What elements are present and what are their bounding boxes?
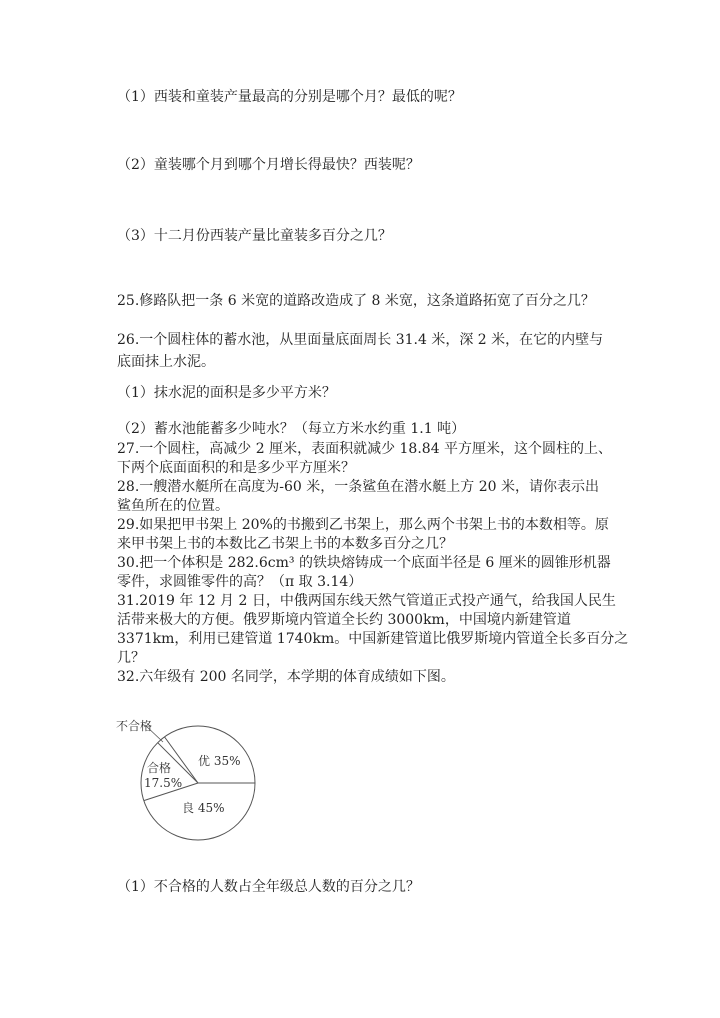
question-text: 31.2019 年 12 月 2 日，中俄两国东线天然气管道正式投产通气，给我国人民生 [117,593,616,609]
question-text: （2）蓄水池能蓄多少吨水？（每立方米水约重 1.1 吨） [117,421,466,437]
question-text: （3）十二月份西装产量比童装多百分之几？ [117,228,392,244]
question-text: 几？ [117,650,145,666]
label-you: 优 35% [198,754,241,768]
question-text: 30.把一个体积是 282.6cm³ 的铁块熔铸成一个底面半径是 6 厘米的圆锥形机器 [117,555,611,571]
question-text: （1）不合格的人数占全年级总人数的百分之几？ [117,879,420,895]
question-text: 28.一艘潜水艇所在高度为-60 米，一条鲨鱼在潜水艇上方 20 米，请你表示出 [117,479,599,495]
question-text: 鲨鱼所在的位置。 [117,498,229,514]
question-text: （2）童装哪个月到哪个月增长得最快？西装呢？ [117,157,420,173]
label-hege-pct: 17.5% [144,776,183,790]
question-text: 下两个底面面积的和是多少平方厘米？ [117,460,355,476]
question-text: 活带来极大的方便。俄罗斯境内管道全长约 3000km，中国境内新建管道 [117,612,571,628]
question-text: （1）抹水泥的面积是多少平方米？ [117,385,336,401]
question-text: 32.六年级有 200 名同学，本学期的体育成绩如下图。 [117,669,455,685]
question-text: 来甲书架上书的本数比乙书架上书的本数多百分之几？ [117,536,453,552]
question-text: 29.如果把甲书架上 20%的书搬到乙书架上，那么两个书架上书的本数相等。原 [117,517,609,533]
question-text: （1）西装和童装产量最高的分别是哪个月？最低的呢？ [117,89,462,105]
pie-chart [100,700,280,850]
question-text: 27.一个圆柱，高减少 2 厘米，表面积就减少 18.84 平方厘米，这个圆柱的上、 [117,441,613,457]
question-text: 25.修路队把一条 6 米宽的道路改造成了 8 米宽，这条道路拓宽了百分之几？ [117,293,595,309]
label-liang: 良 45% [182,801,225,815]
label-buhege: 不合格 [116,719,153,733]
question-text: 3371km，利用已建管道 1740km。中国新建管道比俄罗斯境内管道全长多百分之 [117,631,629,647]
question-text: 26.一个圆柱体的蓄水池，从里面量底面周长 31.4 米，深 2 米，在它的内壁与 [117,332,604,348]
question-text: 底面抹上水泥。 [117,354,215,370]
question-text: 零件，求圆锥零件的高？（π 取 3.14） [117,574,363,590]
label-hege: 合格 [147,761,172,775]
